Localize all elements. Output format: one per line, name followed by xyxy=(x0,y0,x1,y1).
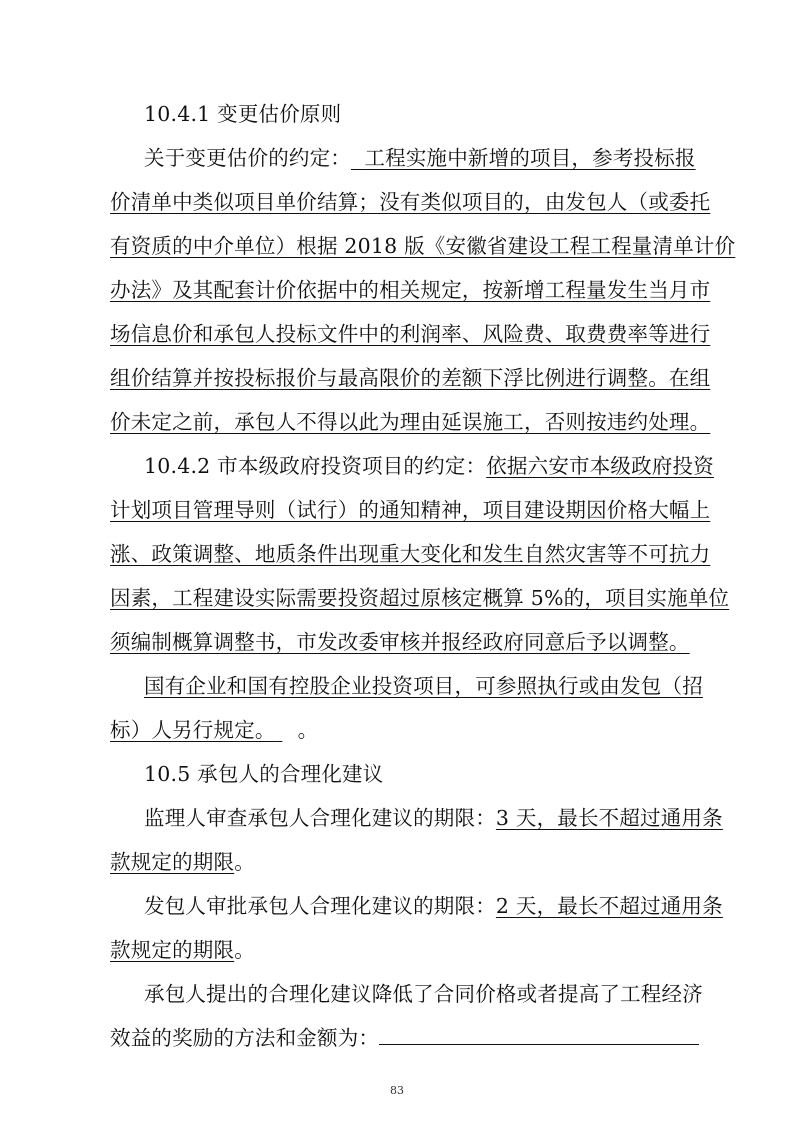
filled-text: 有资质的中介单位）根据 2018 版《安徽省建设工程工程量清单计价 xyxy=(110,234,736,258)
paragraph-line xyxy=(144,452,714,480)
filled-text: 款规定的期限 xyxy=(110,850,235,874)
paragraph-line xyxy=(144,144,696,172)
filled-text: 组价结算并按投标报价与最高限价的差额下浮比例进行调整。在组 xyxy=(110,366,711,390)
page-number: 83 xyxy=(390,1084,404,1097)
section-heading-10-4-1: 10.4.1 变更估价原则 xyxy=(144,102,342,126)
filled-text: 须编制概算调整书，市发改委审核并报经政府同意后予以调整。 xyxy=(110,630,690,654)
filled-text: 标）人另行规定。 xyxy=(110,718,276,742)
underlined-gap xyxy=(276,716,298,744)
filled-text: 工程实施中新增的项目，参考投标报 xyxy=(364,146,696,170)
filled-text: 涨、政策调整、地质条件出现重大变化和发生自然灾害等不可抗力 xyxy=(110,542,711,566)
filled-text: 款规定的期限 xyxy=(110,938,235,962)
filled-text: 因素，工程建设实际需要投资超过原核定概算 5%的，项目实施单位 xyxy=(110,586,730,610)
clause-label: 监理人审查承包人合理化建议的期限： xyxy=(144,806,496,830)
sentence-end: 。 xyxy=(234,850,255,874)
clause-label: 10.4.2 市本级政府投资项目的约定： xyxy=(144,454,487,478)
paragraph-text: 效益的奖励的方法和金额为： xyxy=(110,1026,380,1050)
filled-text: 依据六安市本级政府投资 xyxy=(486,454,714,478)
sentence-end: 。 xyxy=(234,938,255,962)
section-heading-10-5: 10.5 承包人的合理化建议 xyxy=(144,762,384,786)
filled-text: 价未定之前，承包人不得以此为理由延误施工，否则按违约处理。 xyxy=(110,410,711,434)
filled-text: 计划项目管理导则（试行）的通知精神，项目建设期因价格大幅上 xyxy=(110,498,711,522)
sentence-end: 。 xyxy=(297,718,319,742)
filled-text: 国有企业和国有控股企业投资项目，可参照执行或由发包（招 xyxy=(144,674,703,698)
filled-text: 场信息价和承包人投标文件中的利润率、风险费、取费费率等进行 xyxy=(110,322,711,346)
fill-in-blank[interactable] xyxy=(379,1024,699,1045)
filled-text: 2 天，最长不超过通用条 xyxy=(495,894,723,918)
filled-text: 价清单中类似项目单价结算；没有类似项目的，由发包人（或委托 xyxy=(110,190,711,214)
paragraph-text: 承包人提出的合理化建议降低了合同价格或者提高了工程经济 xyxy=(144,982,703,1006)
clause-label: 发包人审批承包人合理化建议的期限： xyxy=(144,894,496,918)
underlined-gap xyxy=(351,146,364,170)
filled-text: 办法》及其配套计价依据中的相关规定，按新增工程量发生当月市 xyxy=(110,278,711,302)
filled-text: 3 天，最长不超过通用条 xyxy=(495,806,723,830)
clause-label: 关于变更估价的约定： xyxy=(144,146,351,170)
